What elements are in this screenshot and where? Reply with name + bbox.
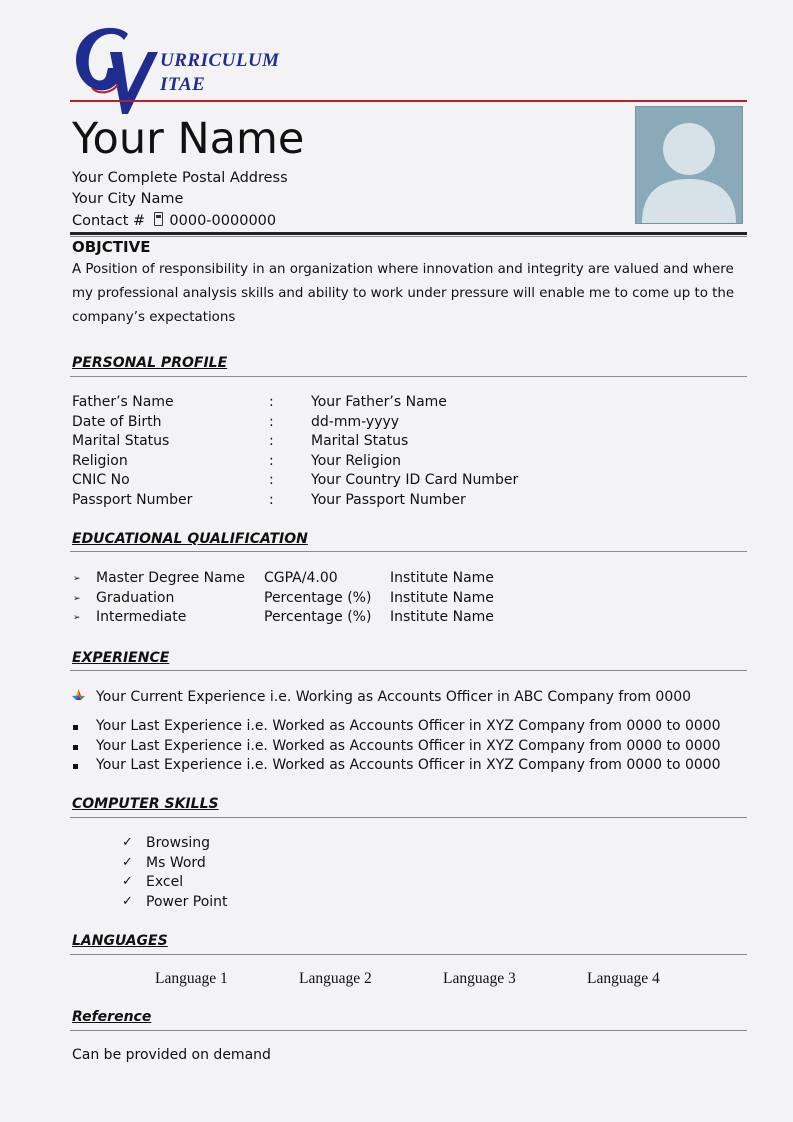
experience-item: Your Last Experience i.e. Worked as Accounts Officer in XYZ Company from 0000 to 0000: [96, 757, 721, 774]
avatar-silhouette-icon: [636, 107, 742, 223]
arrowhead-bullet-icon: ➢: [73, 593, 81, 604]
education-heading: EDUCATIONAL QUALIFICATION: [72, 531, 308, 547]
profile-separator: :: [269, 472, 274, 489]
objective-text: A Position of responsibility in an organization where innovation and integrity are valued and where my professional analysis skills and ability to work under pressure will enable me to come up to the company’s expectations: [72, 262, 735, 325]
candidate-name: Your Name: [72, 114, 305, 164]
section-rule: [70, 551, 747, 552]
skill-item: Ms Word: [146, 854, 206, 871]
profile-label: CNIC No: [72, 472, 130, 489]
language-item: Language 2: [299, 970, 372, 987]
arrowhead-bullet-icon: ➢: [73, 613, 81, 624]
multicolor-bullet-icon: [72, 689, 85, 702]
language-item: Language 3: [443, 970, 516, 987]
profile-value: Your Religion: [311, 452, 402, 469]
profile-separator: :: [269, 394, 274, 410]
logo-line-1: URRICULUM: [160, 50, 280, 71]
skill-item: Excel: [146, 874, 184, 891]
profile-value: Your Passport Number: [311, 492, 466, 508]
section-rule: [70, 376, 747, 377]
header-divider: [70, 232, 747, 235]
objective-heading: OBJCTIVE: [72, 238, 151, 256]
skill-item: Browsing: [146, 835, 211, 851]
profile-photo: [635, 106, 743, 224]
languages-heading: LANGUAGES: [72, 933, 168, 949]
contact-line: [72, 212, 276, 229]
education-score: CGPA/4.00: [264, 570, 338, 586]
section-rule: [70, 670, 747, 671]
experience-current: Your Current Experience i.e. Working as Accounts Officer in ABC Company from 0000: [96, 689, 692, 705]
cv-logo-icon: [70, 22, 160, 117]
reference-heading: Reference: [72, 1009, 152, 1025]
profile-value: Marital Status: [311, 433, 409, 450]
profile-value: Your Country ID Card Number: [311, 472, 519, 489]
contact-number: 0000-0000000: [169, 213, 277, 229]
profile-label: Date of Birth: [72, 413, 162, 430]
profile-value: Your Father’s Name: [311, 394, 447, 410]
experience-item: Your Last Experience i.e. Worked as Accounts Officer in XYZ Company from 0000 to 0000: [96, 737, 721, 754]
education-institute: Institute Name: [390, 609, 494, 626]
education-score: Percentage (%): [264, 589, 372, 606]
language-item: Language 4: [587, 970, 660, 987]
phone-icon: [154, 212, 163, 226]
square-bullet-icon: [73, 764, 78, 769]
profile-label: Passport Number: [72, 492, 193, 508]
skill-item: Power Point: [146, 893, 228, 910]
education-institute: Institute Name: [390, 589, 494, 606]
language-item: Language 1: [155, 970, 228, 987]
section-rule: [70, 1030, 747, 1031]
logo-line-2: ITAE: [160, 74, 206, 95]
square-bullet-icon: [73, 745, 78, 750]
personal-profile-heading: PERSONAL PROFILE: [72, 355, 228, 371]
education-degree: Master Degree Name: [96, 570, 245, 586]
square-bullet-icon: [73, 725, 78, 730]
experience-item: Your Last Experience i.e. Worked as Accounts Officer in XYZ Company from 0000 to 0000: [96, 718, 721, 734]
postal-address: Your Complete Postal Address: [72, 170, 288, 186]
profile-separator: :: [269, 413, 274, 430]
header-divider-thin: [70, 236, 747, 237]
profile-value: dd-mm-yyyy: [311, 413, 400, 430]
education-degree: Graduation: [96, 589, 175, 606]
reference-text: Can be provided on demand: [72, 1047, 271, 1063]
city-name: Your City Name: [72, 191, 184, 207]
education-score: Percentage (%): [264, 609, 372, 626]
profile-label: Marital Status: [72, 433, 170, 450]
education-degree: Intermediate: [96, 609, 187, 626]
check-icon: ✓: [122, 854, 133, 870]
profile-label: Religion: [72, 452, 128, 469]
check-icon: ✓: [122, 835, 133, 850]
contact-label: Contact #: [72, 213, 146, 229]
experience-heading: EXPERIENCE: [72, 650, 170, 666]
computer-skills-heading: COMPUTER SKILLS: [72, 796, 219, 812]
check-icon: ✓: [122, 893, 133, 909]
section-rule: [70, 954, 747, 955]
profile-separator: :: [269, 433, 274, 450]
profile-separator: :: [269, 452, 274, 469]
arrowhead-bullet-icon: ➢: [73, 574, 81, 584]
education-institute: Institute Name: [390, 570, 494, 586]
header-red-rule: [70, 100, 747, 102]
profile-separator: :: [269, 492, 274, 508]
section-rule: [70, 817, 747, 818]
profile-label: Father’s Name: [72, 394, 174, 410]
check-icon: ✓: [122, 874, 133, 890]
